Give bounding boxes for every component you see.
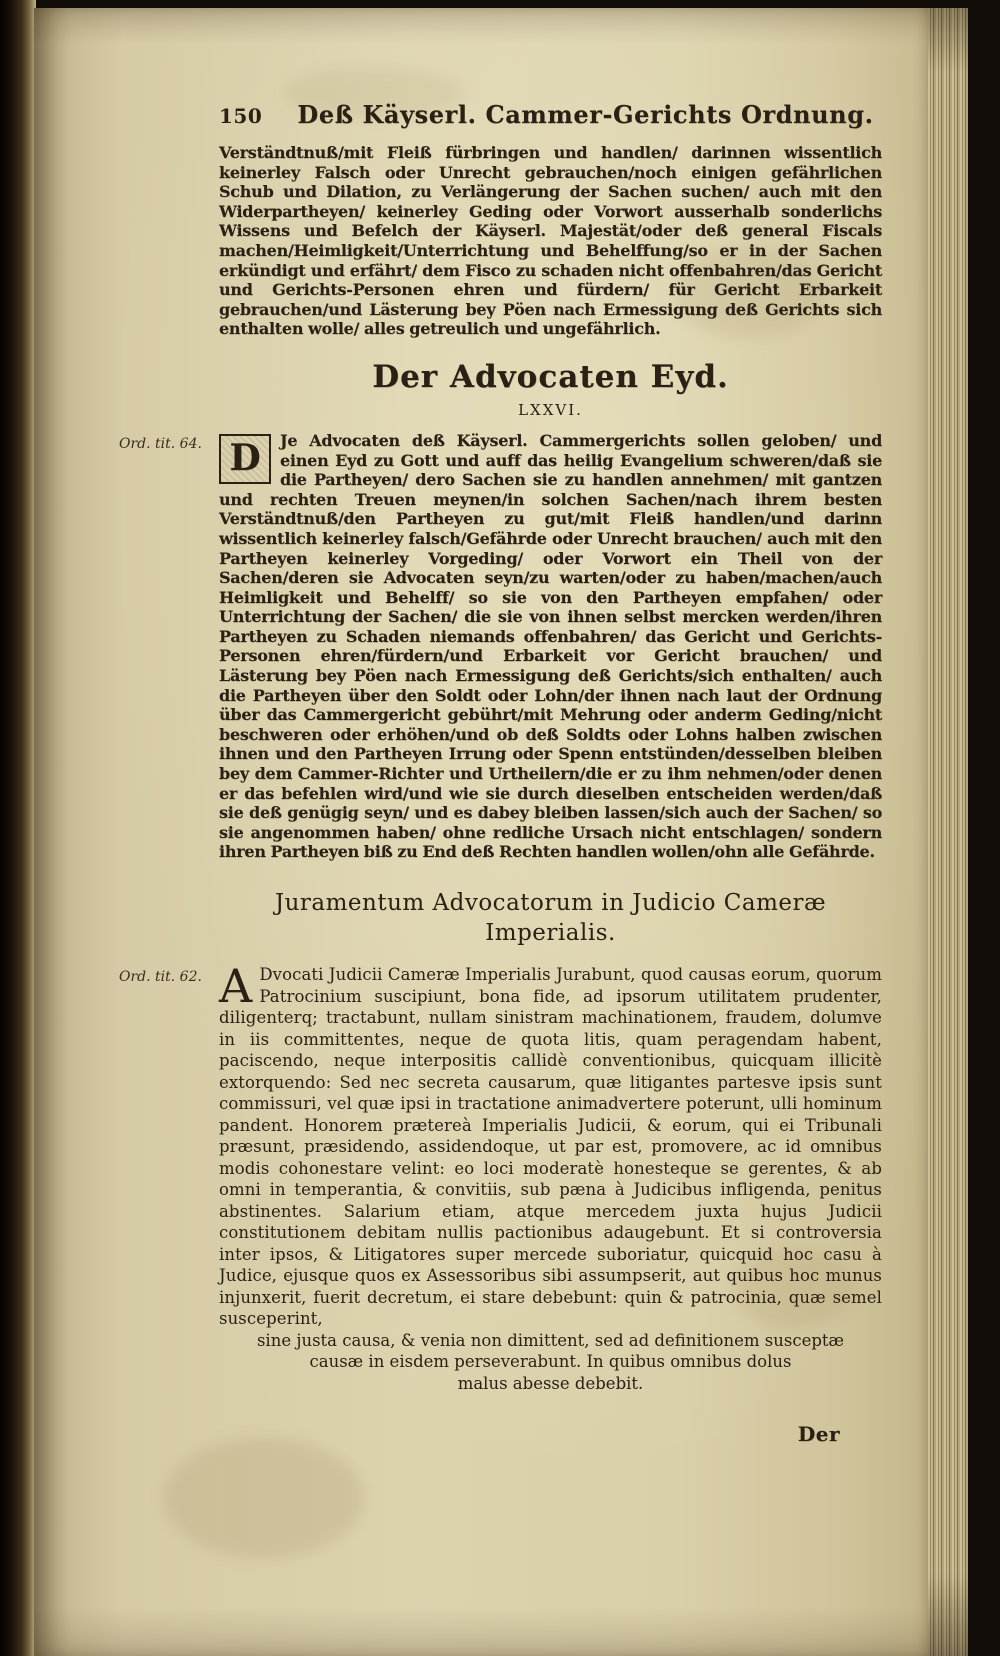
paragraph-german-continuation [219,143,882,339]
paragraph-latin-juramentum-text: Dvocati Judicii Cameræ Imperialis Jurabunt, quod causas eorum, quorum Patrocinium suscipiunt, bona fide, ad ipsorum utilitatem prudenter, diligenterq; tractabunt, nullam sinistram machinationem, fraudem, dolumve in iis committentes, neque de quota litis, quam peragendam habent, paciscendo, neque interpositis callidè conventionibus, quicquam illicitè extorquendo: Sed nec secreta causarum, quæ litigantes partesve ipsis sunt commissuri, vel quæ ipsi in tractatione animadvertere poterunt, ulli hominum pandent. Honorem prætereà Imperialis Judicii, & eorum, qui ei Tribunali præsunt, præsidendo, assidendoque, ut par est, promovere, ac id omnibus modis cohonestare velint: eo loci moderatè honesteque se gerentes, & ab omni in temperantia, & convitiis, sub pæna à Judicibus infligenda, penitus abstinentes. Salarium etiam, atque mercedem juxta hujus Judicii constitutionem debitam nullis pactionibus adaugebunt. Et si controversia inter ipsos, & Litigatores super mercede suboriatur, quicquid hoc casu à Judice, ejusque quos ex Assessoribus sibi assumpserit, aut quibus hoc munus injunxerit, fuerit decretum, ei stare debebunt: quin & patrocinia, quæ semel susceperint, [219,965,882,1328]
latin-heading-juramentum [219,888,882,948]
ornamental-initial-d [219,434,271,484]
advocaten-eyd-paragraph-wrap [119,430,882,862]
page-number: 150 [219,104,263,128]
ornamental-initial-letter: D [229,437,261,480]
paper-stain [164,1438,364,1558]
paragraph-advocaten-eyd [219,431,882,862]
running-header: Deß Käyserl. Cammer-Gerichts Ordnung. [297,100,874,129]
text-column [119,100,882,1446]
paragraph-advocaten-eyd-text: Je Advocaten deß Käyserl. Cammergerichts sollen geloben/ und einen Eyd zu Gott und auff das heilig Evangelium schweren/daß sie die Partheyen/ dero Sachen sie zu handlen annehmen/ mit gantzen und rechten Treuen meynen/in solchen Sachen/nach ihrem besten Verständtnuß/den Partheyen zu gut/mit Fleiß handlen/und darinn wissentlich keinerley falsch/Gefährde oder Unrecht brauchen/ auch mit den Partheyen keinerley Vorgeding/ oder Vorwort ein Theil von der Sachen/deren sie Advocaten seyn/zu warten/oder zu haben/machen/auch Heimligkeit und Behelff/ so sie von den Partheyen empfahen/ oder Unterrichtung der Sachen/ die sie von ihnen selbst mercken werden/ihren Partheyen zu Schaden niemands offenbahren/ das Gericht und Gerichts-Personen ehren/fürdern/und Erbarkeit vor Gericht brauchen/ und Lästerung bey Pöen nach Ermessigung deß Gerichts/sich enthalten/ auch die Partheyen über den Soldt oder Lohn/der ihnen nach laut der Ordnung über das Cammergericht gebührt/mit Mehrung oder anderm Geding/nicht beschweren oder erhöhen/und ob deß Soldts oder Lohns halben zwischen ihnen und den Partheyen Irrung oder Spenn entstünden/desselben bleiben bey dem Cammer-Richter und Urtheilern/die er zu ihm nehmen/oder denen er das befehlen wird/und wie sie durch dieselben entscheiden werden/daß sie deß genügig seyn/ und es dabey bleiben lassen/sich auch der Sachen/ so sie angenommen haben/ ohne redliche Ursach nicht entschlagen/ sondern ihren Partheyen biß zu End deß Rechten handlen wollen/ohn alle Gefährde. [219,430,882,862]
dropcap-a: A [219,959,253,1013]
section-numeral: LXXVI. [518,400,583,419]
latin-paragraph-wrap [119,959,882,1394]
book-page [34,8,928,1656]
section-heading-advocaten-eyd: Der Advocaten Eyd. [372,358,729,395]
paragraph-german-continuation-text: Verständtnuß/mit Fleiß fürbringen und handlen/ darinnen wissentlich keinerley Falsch oder Unrecht gebrauchen/noch einigen gefährlichen Schub und Dilation, zu Verlängerung der Sachen suchen/ auch mit den Widerpartheyen/ keinerley Geding oder Vorwort ausserhalb sonderlichs Wissens und Befelch der Käyserl. Majestät/oder deß general Fiscals machen/Heimligkeit/Unterrichtung und Behelffung/so er in der Sachen erkündigt und erfährt/ dem Fisco zu schaden nicht offenbahren/das Gericht und Gerichts-Personen ehren und fürdern/ für Gericht Erbarkeit gebrauchen/und Lästerung bey Pöen nach Ermessigung deß Gerichts sich enthalten wolle/ alles getreulich und ungefährlich. [219,143,882,339]
closing-line-3: malus abesse debebit. [457,1373,644,1393]
catchword: Der [797,1422,840,1446]
margin-note-ord-tit-62: Ord. tit. 62. [119,969,202,985]
book-binding [0,0,36,1656]
paragraph-latin-closing [219,1330,882,1395]
latin-heading-line1: Juramentum Advocatorum in Judicio Cameræ [274,890,827,916]
running-header-row [219,100,882,129]
paragraph-latin-juramentum [219,959,882,1330]
closing-line-2: causæ in eisdem perseverabunt. In quibus omnibus dolus [309,1352,792,1371]
closing-line-1: sine justa causa, & venia non dimittent, sed ad definitionem susceptæ [256,1330,845,1350]
margin-note-ord-tit-64: Ord. tit. 64. [119,435,202,452]
page-edge-stack [928,8,968,1656]
latin-heading-line2: Imperialis. [485,920,616,946]
